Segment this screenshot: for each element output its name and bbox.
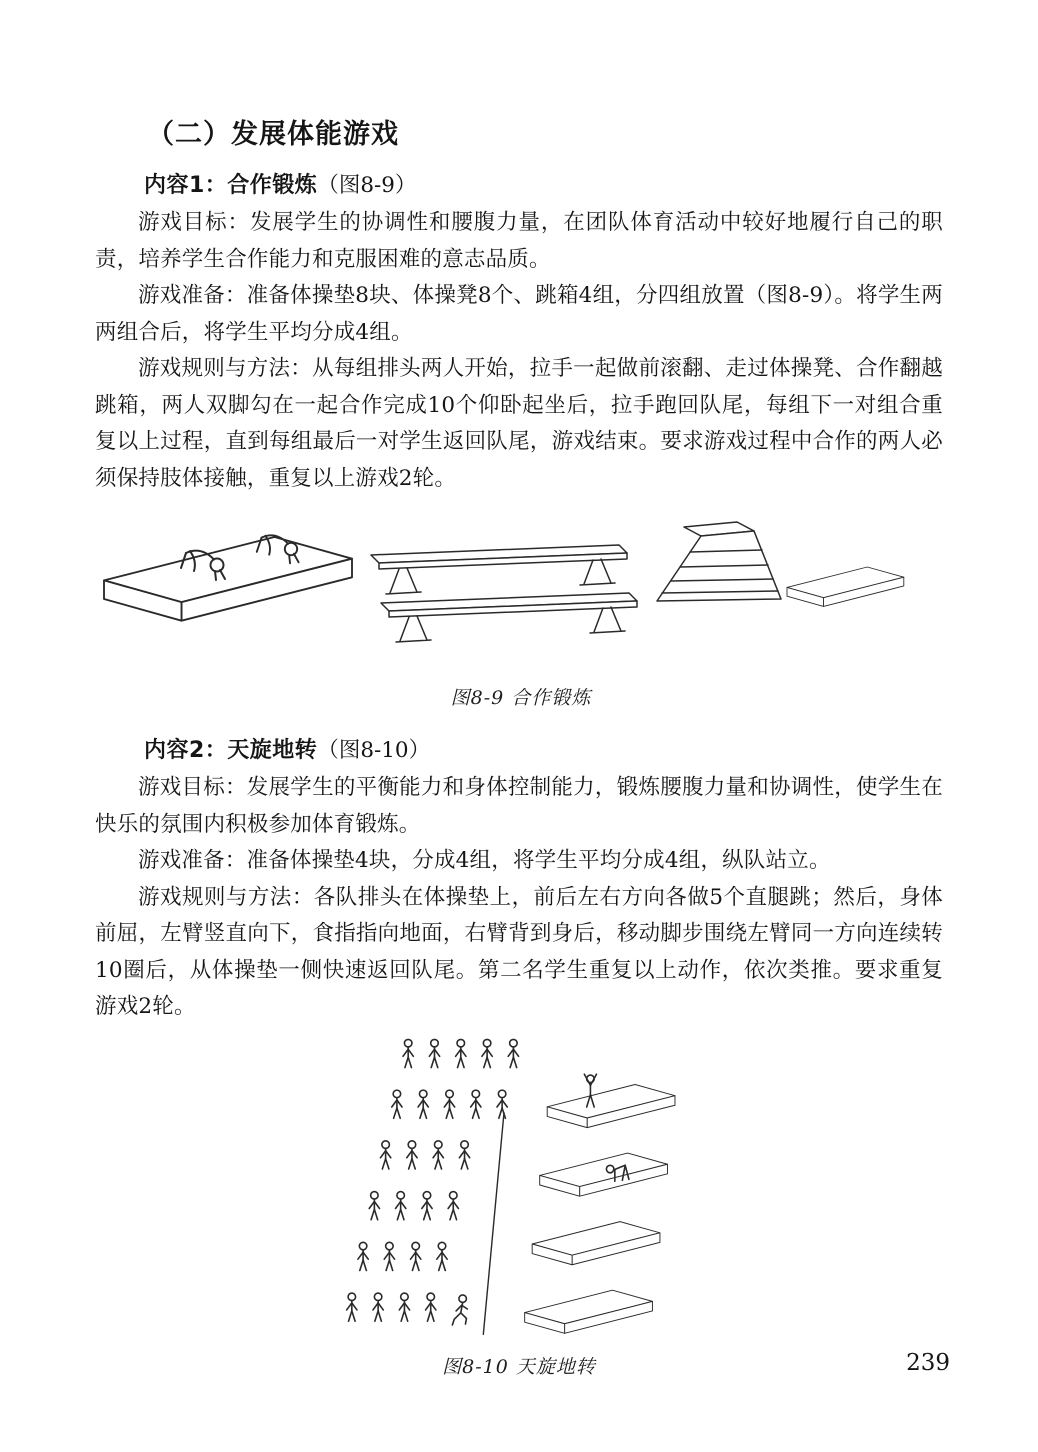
spin-mats [524, 1074, 674, 1333]
vaulting-box [657, 522, 781, 601]
rolling-students-mat [104, 535, 352, 620]
figure-8-10 [95, 1030, 943, 1379]
course-divider-line [483, 1112, 504, 1334]
content1-heading-title: 内容1：合作锻炼 [144, 173, 318, 198]
content1-heading-figref: （图8-9） [317, 173, 417, 198]
figure-8-9-caption: 图8-9 合作锻炼 [450, 687, 592, 709]
content2-heading [95, 732, 943, 770]
content2-heading-title: 内容2：天旋地转 [144, 738, 318, 763]
figure-8-9 [99, 509, 943, 710]
figure-8-10-caption: 图8-10 天旋地转 [442, 1355, 596, 1378]
content2-goal-paragraph: 游戏目标：发展学生的平衡能力和身体控制能力，锻炼腰腹力量和协调性，使学生在快乐的氛围内积极参加体育锻炼。 [95, 775, 943, 837]
content2-prep-paragraph: 游戏准备：准备体操垫4块，分成4组，将学生平均分成4组，纵队站立。 [138, 848, 831, 873]
page-number: 239 [906, 1350, 950, 1376]
content1-rules-paragraph: 游戏规则与方法：从每组排头两人开始，拉手一起做前滚翻、走过体操凳、合作翻越跳箱，两人双脚勾在一起合作完成10个仰卧起坐后，拉手跑回队尾，每组下一对组合重复以上过程，直到每组最后一对学生返回队尾，游戏结束。要求游戏过程中合作的两人必须保持肢体接触，重复以上游戏2轮。 [95, 356, 943, 491]
section-title: （二）发展体能游戏 [147, 119, 399, 150]
content1-prep-paragraph: 游戏准备：准备体操垫8块、体操凳8个、跳箱4组，分四组放置（图8-9）。将学生两两组合后，将学生平均分成4组。 [95, 283, 943, 345]
student-queues [346, 1039, 518, 1325]
page-content [95, 0, 943, 1379]
student-running-figure [452, 1294, 467, 1324]
landing-mat [787, 567, 904, 606]
content2-heading-figref: （图8-10） [317, 738, 431, 763]
content1-heading [95, 167, 943, 205]
figure-8-10-illustration [329, 1030, 710, 1340]
figure-8-9-illustration [99, 509, 909, 659]
gym-benches [371, 545, 637, 642]
content1-goal-paragraph: 游戏目标：发展学生的协调性和腰腹力量，在团队体育活动中较好地履行自己的职责，培养学生合作能力和克服困难的意志品质。 [95, 210, 943, 272]
content2-rules-paragraph: 游戏规则与方法：各队排头在体操垫上，前后左右方向各做5个直腿跳；然后，身体前屈，左臂竖直向下，食指指向地面，右臂背到身后，移动脚步围绕左臂同一方向连续转10圈后，从体操垫一侧快速返回队尾。第二名学生重复以上动作，依次类推。要求重复游戏2轮。 [95, 884, 943, 1019]
